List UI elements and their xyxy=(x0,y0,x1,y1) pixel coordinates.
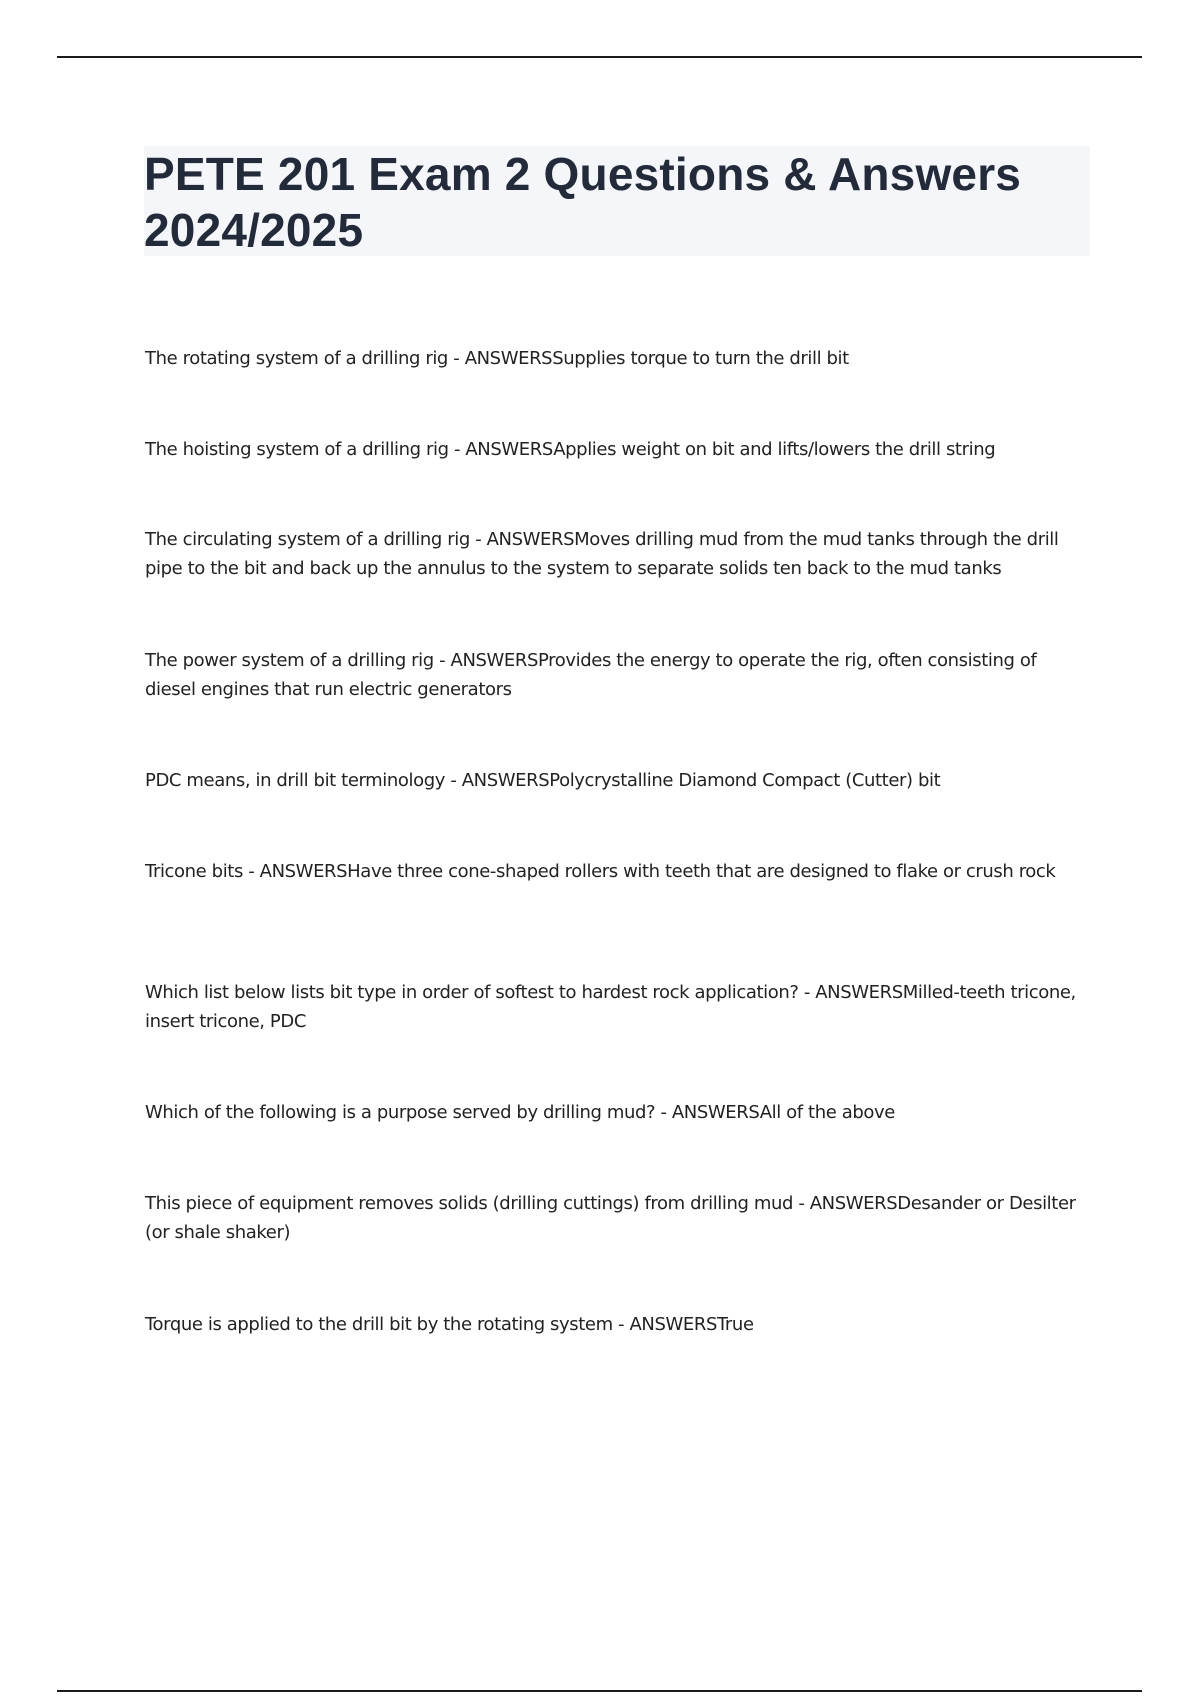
qa-item: Which list below lists bit type in order of softest to hardest rock application? - ANSWERSMilled-teeth tricone, insert tricone, PDC xyxy=(145,982,1076,1032)
document-title: PETE 201 Exam 2 Questions & Answers 2024/2025 xyxy=(144,148,1022,256)
qa-item: The rotating system of a drilling rig - ANSWERSSupplies torque to turn the drill bit xyxy=(145,348,849,369)
qa-item: Tricone bits - ANSWERSHave three cone-shaped rollers with teeth that are designed to flake or crush rock xyxy=(145,861,1056,882)
header-divider xyxy=(57,56,1142,58)
qa-item: The power system of a drilling rig - ANSWERSProvides the energy to operate the rig, often consisting of diesel engines that run electric generators xyxy=(145,650,1037,700)
title-block xyxy=(144,146,1090,256)
qa-item: Which of the following is a purpose served by drilling mud? - ANSWERSAll of the above xyxy=(145,1102,895,1123)
qa-item: The circulating system of a drilling rig - ANSWERSMoves drilling mud from the mud tanks through the drill pipe to the bit and back up the annulus to the system to separate solids ten back to the mud tanks xyxy=(145,529,1059,579)
qa-item: This piece of equipment removes solids (drilling cuttings) from drilling mud - ANSWERSDesander or Desilter (or shale shaker) xyxy=(145,1193,1076,1243)
footer-divider xyxy=(57,1690,1142,1692)
qa-item: The hoisting system of a drilling rig - ANSWERSApplies weight on bit and lifts/lowers the drill string xyxy=(145,439,996,460)
qa-item: PDC means, in drill bit terminology - ANSWERSPolycrystalline Diamond Compact (Cutter) bit xyxy=(145,770,941,791)
qa-item: Torque is applied to the drill bit by the rotating system - ANSWERSTrue xyxy=(145,1314,754,1335)
